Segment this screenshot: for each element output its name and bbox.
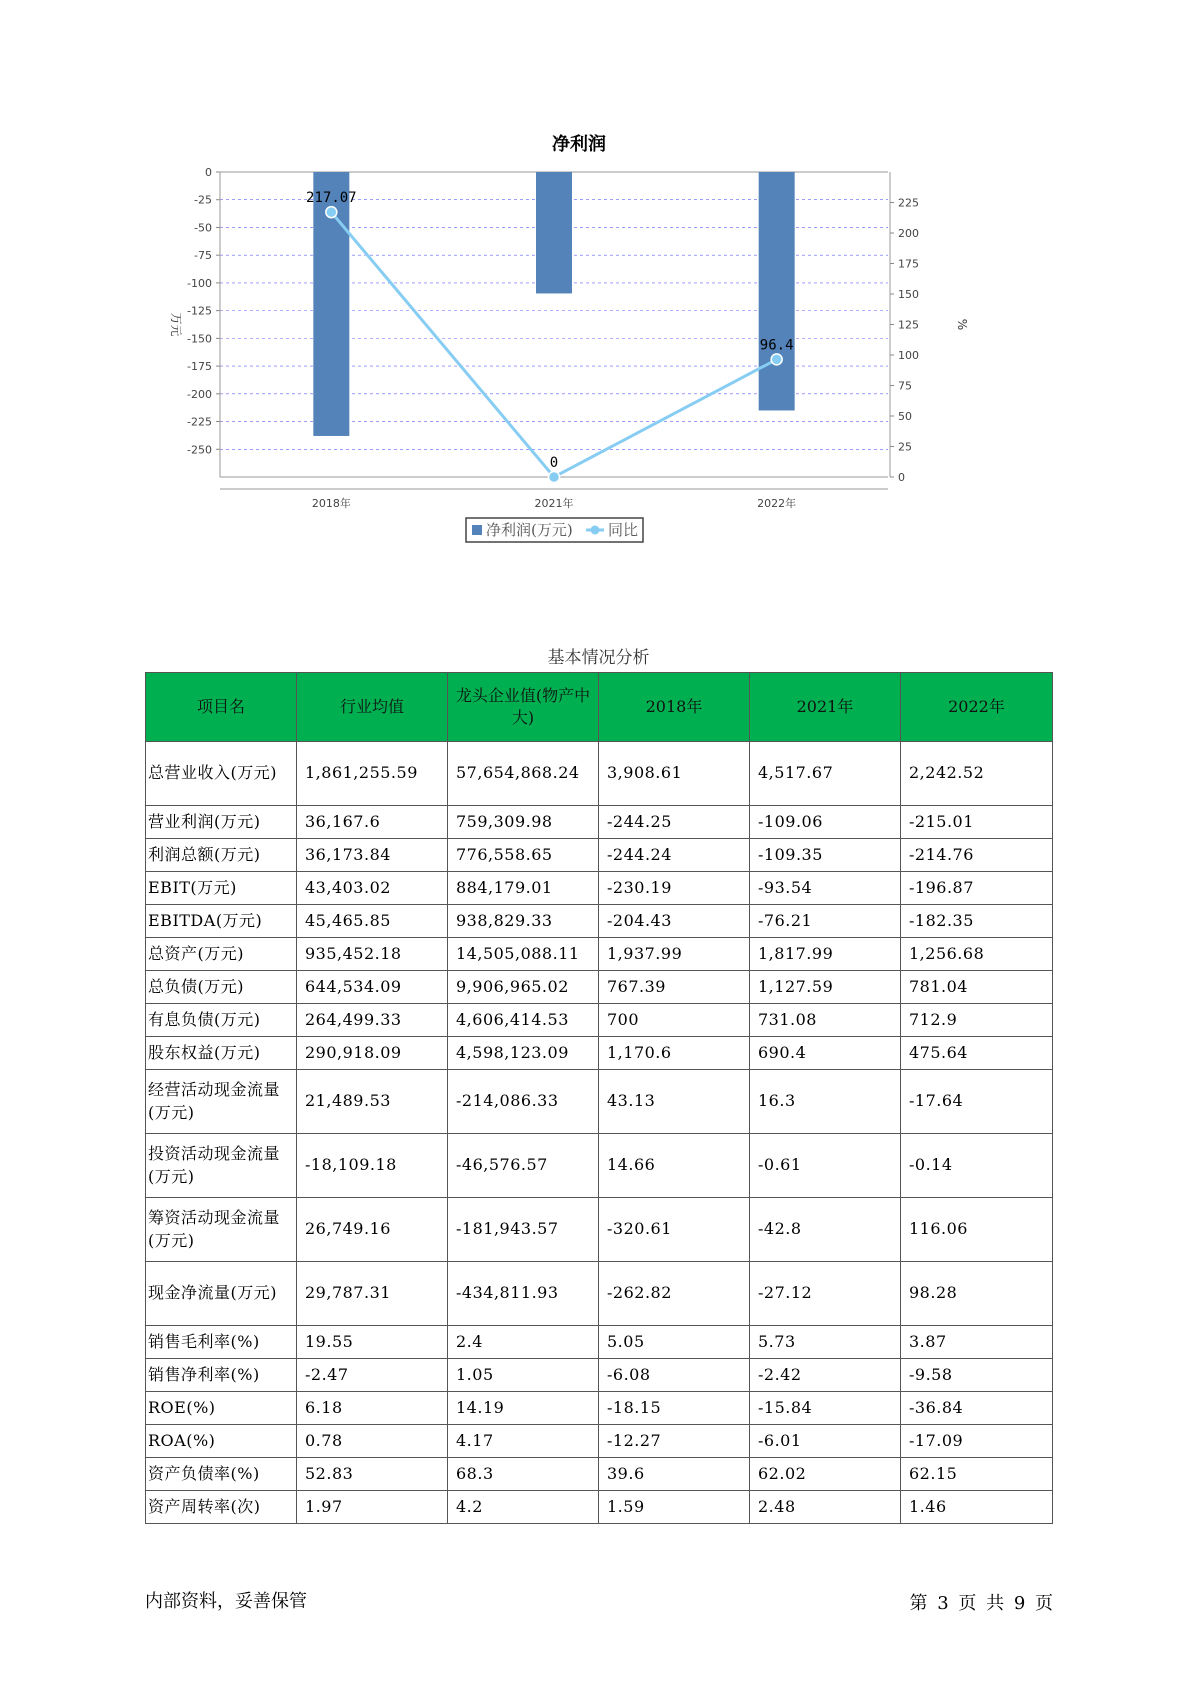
value-cell: 1.46 <box>901 1491 1053 1524</box>
data-label: 217.07 <box>306 190 357 207</box>
value-cell: -18.15 <box>599 1392 750 1425</box>
value-cell: 3,908.61 <box>599 742 750 806</box>
value-cell: 4,517.67 <box>750 742 901 806</box>
value-cell: -15.84 <box>750 1392 901 1425</box>
value-cell: -6.08 <box>599 1359 750 1392</box>
value-cell: 1,170.6 <box>599 1037 750 1070</box>
value-cell: -0.61 <box>750 1134 901 1198</box>
value-cell: 767.39 <box>599 971 750 1004</box>
table-row <box>146 1004 1053 1037</box>
value-cell: -2.47 <box>297 1359 448 1392</box>
value-cell: 62.15 <box>901 1458 1053 1491</box>
value-cell: 781.04 <box>901 971 1053 1004</box>
value-cell: -262.82 <box>599 1262 750 1326</box>
value-cell: 264,499.33 <box>297 1004 448 1037</box>
legend-line-marker <box>591 526 600 535</box>
value-cell: -42.8 <box>750 1198 901 1262</box>
row-name-cell: 有息负债(万元) <box>146 1004 297 1037</box>
footer-page-number: 第 3 页 共 9 页 <box>909 1593 1053 1614</box>
footer-confidential-note: 内部资料，妥善保管 <box>145 1591 307 1612</box>
value-cell: -2.42 <box>750 1359 901 1392</box>
header-cell: 项目名 <box>146 673 297 742</box>
value-cell: -27.12 <box>750 1262 901 1326</box>
table-body <box>146 742 1053 1524</box>
y2-tick-label: 25 <box>898 440 912 454</box>
value-cell: 29,787.31 <box>297 1262 448 1326</box>
value-cell: 52.83 <box>297 1458 448 1491</box>
value-cell: 776,558.65 <box>448 839 599 872</box>
value-cell: -76.21 <box>750 905 901 938</box>
bar <box>536 172 572 293</box>
value-cell: 1,937.99 <box>599 938 750 971</box>
x-tick-label: 2021年 <box>534 497 574 510</box>
legend-bar-label: 净利润(万元) <box>486 521 573 539</box>
value-cell: -6.01 <box>750 1425 901 1458</box>
value-cell: 36,167.6 <box>297 806 448 839</box>
row-name-cell: ROE(%) <box>146 1392 297 1425</box>
value-cell: -230.19 <box>599 872 750 905</box>
y2-tick-label: 0 <box>898 471 905 484</box>
chart-title: 净利润 <box>552 134 606 155</box>
value-cell: 1.05 <box>448 1359 599 1392</box>
value-cell: 5.05 <box>599 1326 750 1359</box>
table-row <box>146 872 1053 905</box>
basic-analysis-table <box>145 672 1053 1524</box>
value-cell: -320.61 <box>599 1198 750 1262</box>
y2-tick-label: 200 <box>898 227 919 240</box>
data-label: 0 <box>549 455 559 471</box>
row-name-cell: EBIT(万元) <box>146 872 297 905</box>
y-tick-label: -250 <box>187 443 212 457</box>
value-cell: 2.4 <box>448 1326 599 1359</box>
value-cell: 731.08 <box>750 1004 901 1037</box>
table-row <box>146 839 1053 872</box>
value-cell: -36.84 <box>901 1392 1053 1425</box>
value-cell: 68.3 <box>448 1458 599 1491</box>
table-row <box>146 1198 1053 1262</box>
header-cell: 2022年 <box>901 673 1053 742</box>
row-name-cell: 利润总额(万元) <box>146 839 297 872</box>
value-cell: -17.64 <box>901 1070 1053 1134</box>
legend-line-label: 同比 <box>608 521 639 539</box>
value-cell: -182.35 <box>901 905 1053 938</box>
value-cell: -214.76 <box>901 839 1053 872</box>
y2-tick-label: 125 <box>898 318 919 332</box>
header-cell: 龙头企业值(物产中大) <box>448 673 599 742</box>
y2-tick-label: 50 <box>898 410 912 423</box>
value-cell: -109.06 <box>750 806 901 839</box>
table-row <box>146 742 1053 806</box>
value-cell: 935,452.18 <box>297 938 448 971</box>
value-cell: -434,811.93 <box>448 1262 599 1326</box>
value-cell: 45,465.85 <box>297 905 448 938</box>
chart-svg <box>160 130 1040 600</box>
value-cell: 759,309.98 <box>448 806 599 839</box>
value-cell: -215.01 <box>901 806 1053 839</box>
yoy-point <box>771 354 782 365</box>
row-name-cell: 营业利润(万元) <box>146 806 297 839</box>
y-tick-label: -50 <box>194 221 212 235</box>
row-name-cell: 销售净利率(%) <box>146 1359 297 1392</box>
value-cell: 16.3 <box>750 1070 901 1134</box>
value-cell: -109.35 <box>750 839 901 872</box>
value-cell: 1,256.68 <box>901 938 1053 971</box>
legend-bar-swatch <box>472 525 482 535</box>
row-name-cell: 股东权益(万元) <box>146 1037 297 1070</box>
table-row <box>146 1425 1053 1458</box>
value-cell: 14.66 <box>599 1134 750 1198</box>
header-cell: 2021年 <box>750 673 901 742</box>
value-cell: -244.24 <box>599 839 750 872</box>
y-tick-label: -125 <box>187 304 212 318</box>
table-row <box>146 905 1053 938</box>
value-cell: 19.55 <box>297 1326 448 1359</box>
y2-tick-label: 225 <box>898 196 919 210</box>
y-axis-title: 万元 <box>169 312 183 337</box>
bar <box>759 172 795 410</box>
yoy-point <box>549 472 560 483</box>
value-cell: 475.64 <box>901 1037 1053 1070</box>
value-cell: 116.06 <box>901 1198 1053 1262</box>
value-cell: -9.58 <box>901 1359 1053 1392</box>
value-cell: 700 <box>599 1004 750 1037</box>
y-tick-label: -150 <box>187 332 212 346</box>
value-cell: -93.54 <box>750 872 901 905</box>
table-row <box>146 971 1053 1004</box>
value-cell: 5.73 <box>750 1326 901 1359</box>
net-profit-chart <box>160 130 1040 600</box>
value-cell: 3.87 <box>901 1326 1053 1359</box>
value-cell: -214,086.33 <box>448 1070 599 1134</box>
value-cell: 690.4 <box>750 1037 901 1070</box>
table-row <box>146 1392 1053 1425</box>
value-cell: 14,505,088.11 <box>448 938 599 971</box>
value-cell: 1.97 <box>297 1491 448 1524</box>
row-name-cell: 总负债(万元) <box>146 971 297 1004</box>
value-cell: 98.28 <box>901 1262 1053 1326</box>
value-cell: 62.02 <box>750 1458 901 1491</box>
value-cell: -181,943.57 <box>448 1198 599 1262</box>
table-row <box>146 1134 1053 1198</box>
value-cell: 14.19 <box>448 1392 599 1425</box>
y-tick-label: -75 <box>194 249 212 263</box>
table-header-row <box>146 673 1053 742</box>
value-cell: 4.2 <box>448 1491 599 1524</box>
value-cell: -12.27 <box>599 1425 750 1458</box>
value-cell: -244.25 <box>599 806 750 839</box>
value-cell: 884,179.01 <box>448 872 599 905</box>
value-cell: 2.48 <box>750 1491 901 1524</box>
row-name-cell: EBITDA(万元) <box>146 905 297 938</box>
table-row <box>146 1491 1053 1524</box>
y2-tick-label: 75 <box>898 379 912 393</box>
row-name-cell: 销售毛利率(%) <box>146 1326 297 1359</box>
header-cell: 2018年 <box>599 673 750 742</box>
value-cell: -0.14 <box>901 1134 1053 1198</box>
value-cell: 4.17 <box>448 1425 599 1458</box>
table-row <box>146 1262 1053 1326</box>
value-cell: 938,829.33 <box>448 905 599 938</box>
row-name-cell: 总营业收入(万元) <box>146 742 297 806</box>
value-cell: 43.13 <box>599 1070 750 1134</box>
value-cell: 644,534.09 <box>297 971 448 1004</box>
table-row <box>146 1326 1053 1359</box>
value-cell: 21,489.53 <box>297 1070 448 1134</box>
value-cell: 4,598,123.09 <box>448 1037 599 1070</box>
value-cell: 9,906,965.02 <box>448 971 599 1004</box>
value-cell: 1,861,255.59 <box>297 742 448 806</box>
table-row <box>146 1070 1053 1134</box>
x-tick-label: 2018年 <box>311 497 351 510</box>
row-name-cell: 资产周转率(次) <box>146 1491 297 1524</box>
value-cell: -18,109.18 <box>297 1134 448 1198</box>
y2-tick-label: 150 <box>898 288 919 301</box>
row-name-cell: ROA(%) <box>146 1425 297 1458</box>
header-cell: 行业均值 <box>297 673 448 742</box>
value-cell: 2,242.52 <box>901 742 1053 806</box>
row-name-cell: 筹资活动现金流量(万元) <box>146 1198 297 1262</box>
value-cell: 1,817.99 <box>750 938 901 971</box>
value-cell: 0.78 <box>297 1425 448 1458</box>
y-tick-label: -200 <box>187 387 212 401</box>
y-tick-label: -175 <box>187 360 212 374</box>
x-tick-label: 2022年 <box>757 497 797 510</box>
value-cell: 290,918.09 <box>297 1037 448 1070</box>
value-cell: -196.87 <box>901 872 1053 905</box>
y-tick-label: -100 <box>187 276 212 290</box>
row-name-cell: 总资产(万元) <box>146 938 297 971</box>
data-label: 96.4 <box>759 337 794 354</box>
yoy-point <box>326 207 337 218</box>
value-cell: 39.6 <box>599 1458 750 1491</box>
value-cell: 57,654,868.24 <box>448 742 599 806</box>
row-name-cell: 投资活动现金流量(万元) <box>146 1134 297 1198</box>
y2-tick-label: 175 <box>898 257 919 271</box>
value-cell: 6.18 <box>297 1392 448 1425</box>
row-name-cell: 现金净流量(万元) <box>146 1262 297 1326</box>
row-name-cell: 资产负债率(%) <box>146 1458 297 1491</box>
value-cell: 4,606,414.53 <box>448 1004 599 1037</box>
y2-axis-title: % <box>955 318 969 331</box>
table-row <box>146 1359 1053 1392</box>
value-cell: 43,403.02 <box>297 872 448 905</box>
table-row <box>146 1458 1053 1491</box>
table-row <box>146 938 1053 971</box>
y-tick-label: -25 <box>194 193 212 207</box>
table-row <box>146 1037 1053 1070</box>
y-tick-label: -225 <box>187 415 212 429</box>
row-name-cell: 经营活动现金流量(万元) <box>146 1070 297 1134</box>
value-cell: 1,127.59 <box>750 971 901 1004</box>
value-cell: -204.43 <box>599 905 750 938</box>
value-cell: 26,749.16 <box>297 1198 448 1262</box>
table-row <box>146 806 1053 839</box>
value-cell: 36,173.84 <box>297 839 448 872</box>
value-cell: 712.9 <box>901 1004 1053 1037</box>
table-caption: 基本情况分析 <box>547 648 650 668</box>
y2-tick-label: 100 <box>898 349 919 362</box>
value-cell: -17.09 <box>901 1425 1053 1458</box>
value-cell: 1.59 <box>599 1491 750 1524</box>
y-tick-label: 0 <box>205 166 212 179</box>
value-cell: -46,576.57 <box>448 1134 599 1198</box>
